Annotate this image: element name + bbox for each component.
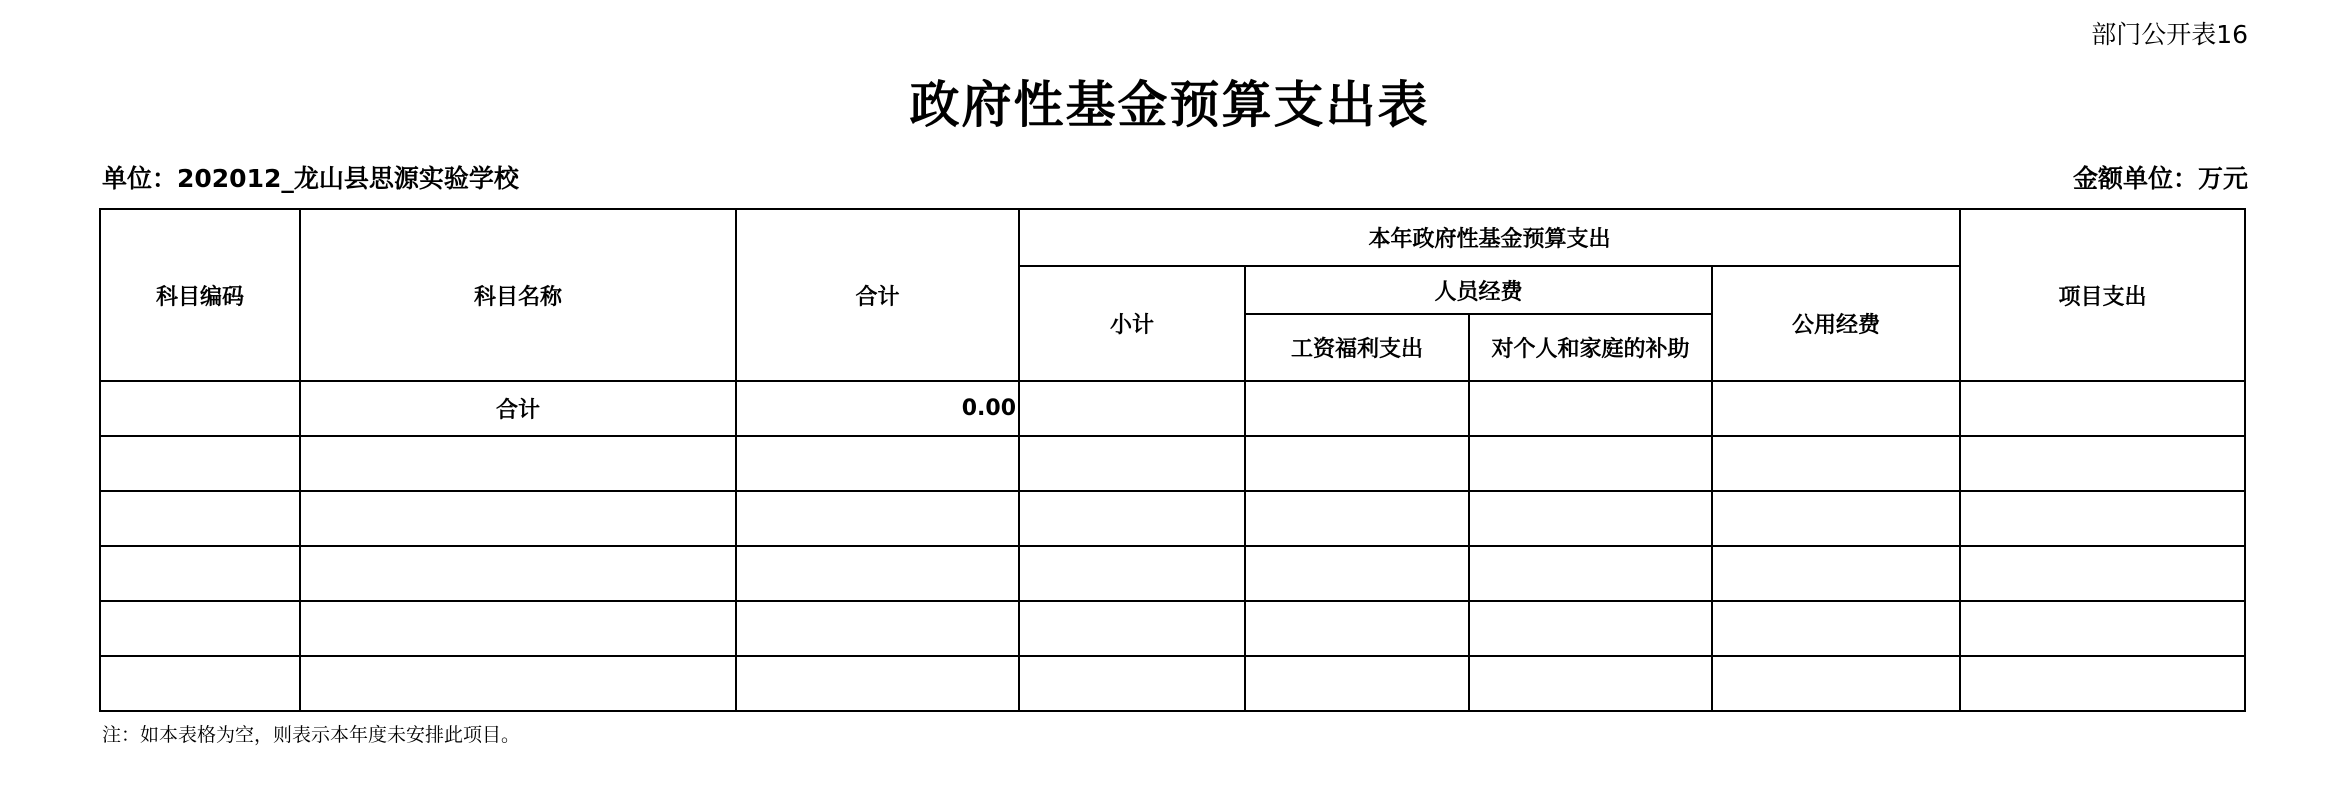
header-subtotal: 小计 bbox=[1019, 266, 1245, 381]
cell-public bbox=[1712, 436, 1960, 491]
cell-subsidies bbox=[1469, 601, 1712, 656]
cell-subtotal bbox=[1019, 601, 1245, 656]
cell-wages bbox=[1245, 436, 1469, 491]
cell-project bbox=[1960, 546, 2245, 601]
page-title: 政府性基金预算支出表 bbox=[909, 76, 1430, 134]
cell-code bbox=[100, 491, 300, 546]
header-subject-code: 科目编码 bbox=[100, 209, 300, 381]
header-wages: 工资福利支出 bbox=[1245, 314, 1469, 381]
cell-name bbox=[300, 436, 736, 491]
cell-project bbox=[1960, 601, 2245, 656]
cell-project bbox=[1960, 436, 2245, 491]
cell-total: 0.00 bbox=[736, 381, 1019, 436]
cell-code bbox=[100, 656, 300, 711]
cell-total bbox=[736, 546, 1019, 601]
footnote: 注：如本表格为空，则表示本年度未安排此项目。 bbox=[102, 724, 521, 746]
header-total: 合计 bbox=[736, 209, 1019, 381]
cell-code bbox=[100, 546, 300, 601]
header-project-expense: 项目支出 bbox=[1960, 209, 2245, 381]
cell-subsidies bbox=[1469, 381, 1712, 436]
cell-name bbox=[300, 656, 736, 711]
table-row bbox=[100, 546, 2245, 601]
cell-subsidies bbox=[1469, 436, 1712, 491]
cell-wages bbox=[1245, 656, 1469, 711]
cell-total bbox=[736, 601, 1019, 656]
cell-subtotal bbox=[1019, 656, 1245, 711]
header-current-year-group: 本年政府性基金预算支出 bbox=[1019, 209, 1960, 266]
cell-total bbox=[736, 656, 1019, 711]
cell-public bbox=[1712, 656, 1960, 711]
form-number: 部门公开表16 bbox=[2091, 20, 2248, 49]
amount-unit: 金额单位：万元 bbox=[2072, 164, 2248, 193]
cell-subsidies bbox=[1469, 656, 1712, 711]
cell-name bbox=[300, 491, 736, 546]
cell-subsidies bbox=[1469, 546, 1712, 601]
cell-subsidies bbox=[1469, 491, 1712, 546]
cell-wages bbox=[1245, 381, 1469, 436]
cell-total bbox=[736, 436, 1019, 491]
cell-subtotal bbox=[1019, 546, 1245, 601]
cell-name: 合计 bbox=[300, 381, 736, 436]
table-row bbox=[100, 601, 2245, 656]
header-personnel-group: 人员经费 bbox=[1245, 266, 1712, 314]
cell-project bbox=[1960, 381, 2245, 436]
cell-wages bbox=[1245, 601, 1469, 656]
cell-project bbox=[1960, 491, 2245, 546]
cell-project bbox=[1960, 656, 2245, 711]
cell-total bbox=[736, 491, 1019, 546]
budget-table bbox=[99, 208, 2246, 712]
cell-code bbox=[100, 381, 300, 436]
header-public-funds: 公用经费 bbox=[1712, 266, 1960, 381]
cell-code bbox=[100, 436, 300, 491]
cell-code bbox=[100, 601, 300, 656]
cell-name bbox=[300, 601, 736, 656]
header-row-1 bbox=[100, 209, 2245, 266]
cell-subtotal bbox=[1019, 491, 1245, 546]
table-row bbox=[100, 656, 2245, 711]
cell-name bbox=[300, 546, 736, 601]
cell-wages bbox=[1245, 546, 1469, 601]
cell-wages bbox=[1245, 491, 1469, 546]
header-subject-name: 科目名称 bbox=[300, 209, 736, 381]
cell-public bbox=[1712, 601, 1960, 656]
table-row bbox=[100, 491, 2245, 546]
header-subsidies: 对个人和家庭的补助 bbox=[1469, 314, 1712, 381]
cell-public bbox=[1712, 546, 1960, 601]
cell-subtotal bbox=[1019, 381, 1245, 436]
organization-unit: 单位：202012_龙山县思源实验学校 bbox=[102, 164, 519, 193]
table-row bbox=[100, 381, 2245, 436]
cell-public bbox=[1712, 381, 1960, 436]
table-row bbox=[100, 436, 2245, 491]
cell-public bbox=[1712, 491, 1960, 546]
cell-subtotal bbox=[1019, 436, 1245, 491]
